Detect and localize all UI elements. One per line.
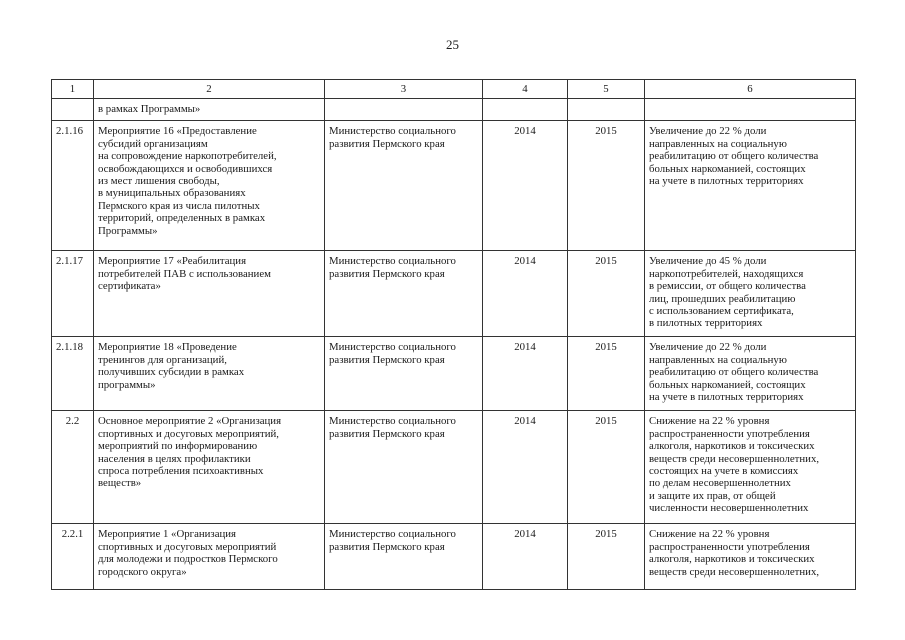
expected-result: Снижение на 22 % уровня распространенности употребления алкоголя, наркотиков и токсических веществ среди несовершеннолетних, (645, 524, 856, 590)
end-year: 2015 (568, 337, 645, 411)
responsible-executor: Министерство социального развития Пермского края (325, 411, 483, 524)
expected-result: Увеличение до 45 % доли наркопотребителей, находящихся в ремиссии, от общего количества лиц, прошедших реабилитацию с использованием сертификата, в пилотных территориях (645, 251, 856, 337)
table-row (52, 121, 856, 251)
measure-name: в рамках Программы» (94, 99, 325, 121)
responsible-executor: Министерство социального развития Пермского края (325, 121, 483, 251)
start-year: 2014 (483, 251, 568, 337)
measure-name: Мероприятие 16 «Предоставление субсидий организациям на сопровождение наркопотребителей, освобождающихся и освободившихся из мест лишения свободы, в муниципальных образованиях Пермского края из числа пилотных территорий, определенных в рамках Программы» (94, 121, 325, 251)
table-row (52, 337, 856, 411)
page-number: 25 (446, 37, 459, 52)
table-row (52, 99, 856, 121)
column-header: 6 (645, 80, 856, 99)
expected-result: Увеличение до 22 % доли направленных на социальную реабилитацию от общего количества больных наркоманией, состоящих на учете в пилотных территориях (645, 121, 856, 251)
start-year: 2014 (483, 121, 568, 251)
row-number (52, 99, 94, 121)
measure-name: Основное мероприятие 2 «Организация спортивных и досуговых мероприятий, мероприятий по информированию населения в целях профилактики спроса потребления психоактивных веществ» (94, 411, 325, 524)
end-year: 2015 (568, 121, 645, 251)
column-header: 1 (52, 80, 94, 99)
start-year: 2014 (483, 524, 568, 590)
column-header: 4 (483, 80, 568, 99)
column-header: 2 (94, 80, 325, 99)
row-number: 2.2 (52, 411, 94, 524)
end-year: 2015 (568, 251, 645, 337)
row-number: 2.1.17 (52, 251, 94, 337)
column-header: 3 (325, 80, 483, 99)
expected-result (645, 99, 856, 121)
responsible-executor: Министерство социального развития Пермского края (325, 337, 483, 411)
start-year (483, 99, 568, 121)
end-year: 2015 (568, 524, 645, 590)
column-header: 5 (568, 80, 645, 99)
end-year: 2015 (568, 411, 645, 524)
start-year: 2014 (483, 337, 568, 411)
expected-result: Снижение на 22 % уровня распространенности употребления алкоголя, наркотиков и токсических веществ среди несовершеннолетних, состоящих на учете в комиссиях по делам несовершеннолетних и защите их прав, от общей численности несовершеннолетних (645, 411, 856, 524)
responsible-executor: Министерство социального развития Пермского края (325, 524, 483, 590)
start-year: 2014 (483, 411, 568, 524)
responsible-executor (325, 99, 483, 121)
row-number: 2.2.1 (52, 524, 94, 590)
row-number: 2.1.18 (52, 337, 94, 411)
row-number: 2.1.16 (52, 121, 94, 251)
end-year (568, 99, 645, 121)
program-measures-table (51, 79, 856, 590)
measure-name: Мероприятие 18 «Проведение тренингов для организаций, получивших субсидии в рамках программы» (94, 337, 325, 411)
measure-name: Мероприятие 1 «Организация спортивных и досуговых мероприятий для молодежи и подростков Пермского городского округа» (94, 524, 325, 590)
measure-name: Мероприятие 17 «Реабилитация потребителей ПАВ с использованием сертификата» (94, 251, 325, 337)
expected-result: Увеличение до 22 % доли направленных на социальную реабилитацию от общего количества больных наркоманией, состоящих на учете в пилотных территориях (645, 337, 856, 411)
responsible-executor: Министерство социального развития Пермского края (325, 251, 483, 337)
table-row (52, 411, 856, 524)
table-row (52, 524, 856, 590)
table-header-row (52, 80, 856, 99)
table-row (52, 251, 856, 337)
